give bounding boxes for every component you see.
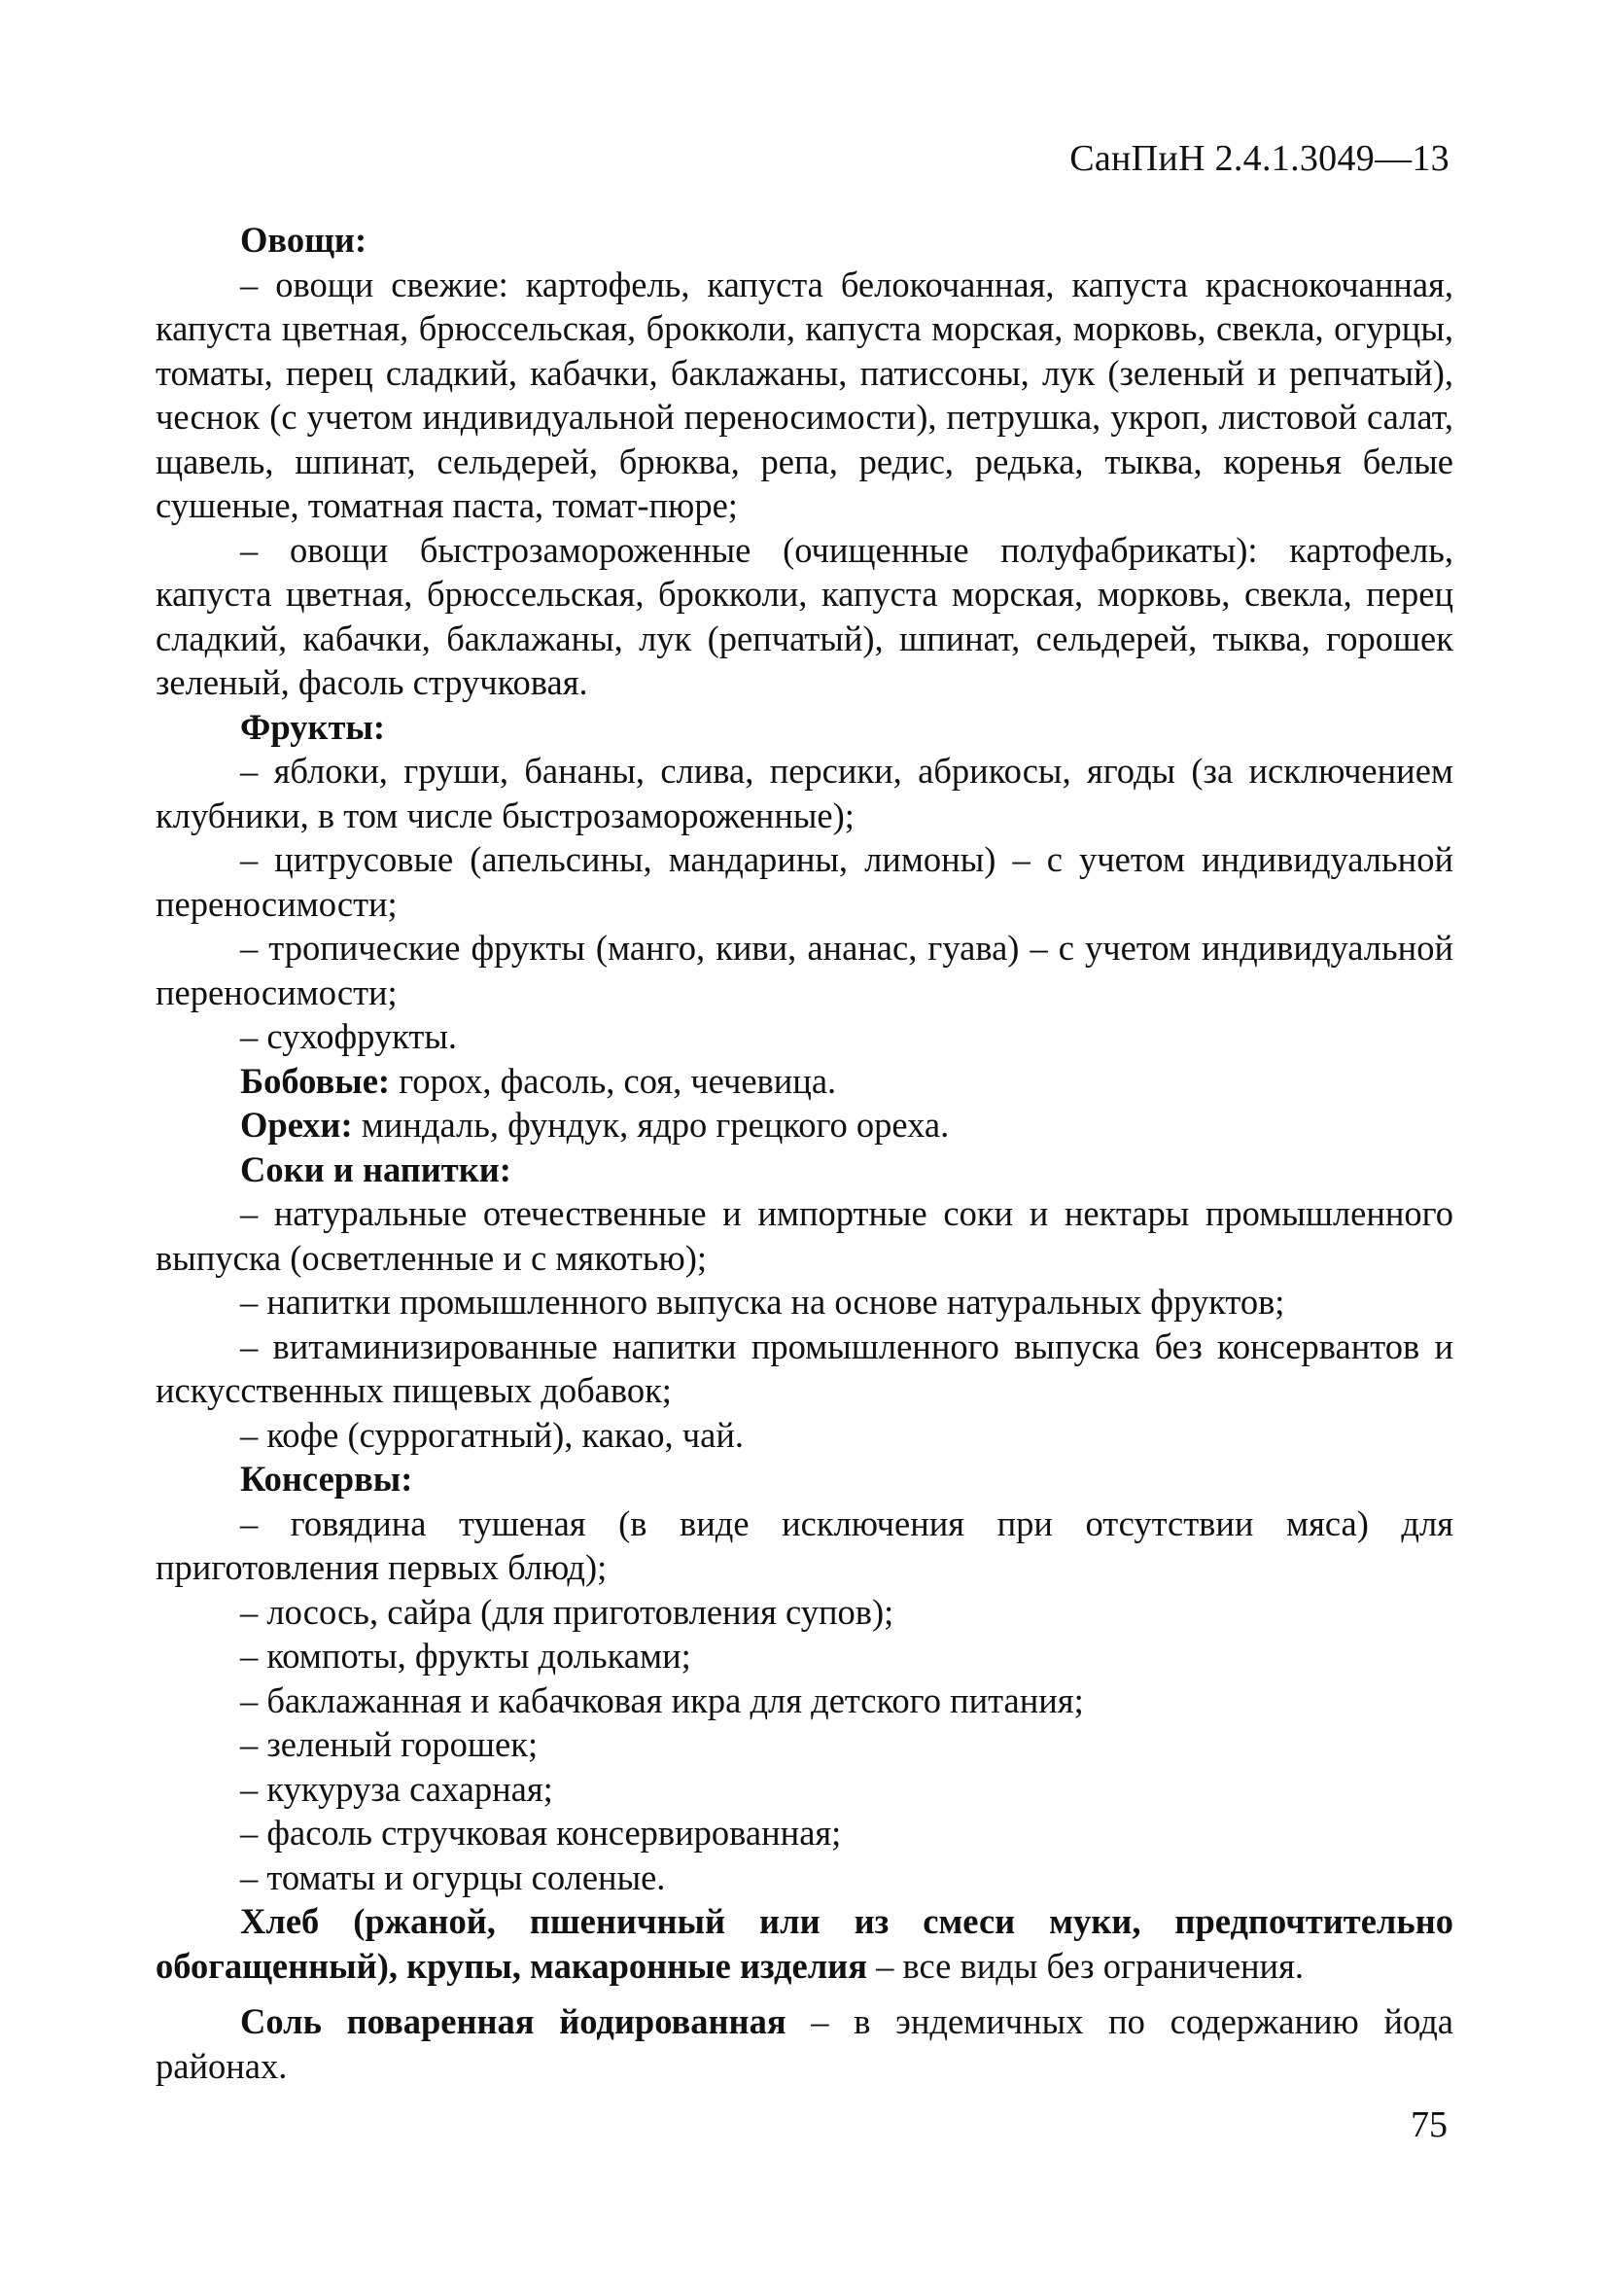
paragraph: – кофе (суррогатный), какао, чай. (240, 1414, 745, 1455)
paragraph-salt (156, 1999, 1453, 2088)
paragraph: – сухофрукты. (240, 1016, 457, 1056)
paragraph: – овощи свежие: картофель, капуста белокочанная, капуста краснокочанная, капуста цветная, брюссельская, брокколи, капуста морская, морковь, свекла, огурцы, томаты, перец сладкий, кабачки, баклажаны, патиссоны, лук (зеленый и репчатый), чеснок (с учетом индивидуальной переносимости), петрушка, укроп, листовой салат, щавель, шпинат, сельдерей, брюква, репа, редис, редька, тыква, коренья белые сушеные, томатная паста, томат-пюре; (156, 264, 1453, 525)
paragraph: – зеленый горошек; (240, 1724, 539, 1764)
paragraph: – лосось, сайра (для приготовления супов); (240, 1591, 894, 1632)
paragraph: – натуральные отечественные и импортные соки и нектары промышленного выпуска (осветленные и с мякотью); (156, 1193, 1453, 1278)
heading-legumes: Бобовые: (240, 1060, 391, 1101)
heading-canned: Консервы: (240, 1459, 413, 1499)
paragraph: – томаты и огурцы соленые. (240, 1856, 666, 1897)
paragraph-legumes (156, 1059, 1453, 1104)
paragraph-bread (156, 1899, 1453, 1988)
paragraph-nuts (156, 1103, 1453, 1148)
paragraph: – фасоль стручковая консервированная; (240, 1813, 842, 1853)
paragraph: – компоты, фрукты дольками; (240, 1636, 691, 1676)
paragraph: – цитрусовые (апельсины, мандарины, лимоны) – с учетом индивидуальной переносимости; (156, 839, 1453, 924)
section-heading-juices (156, 1148, 1453, 1192)
heading-vegetables: Овощи: (240, 220, 367, 260)
page-body (156, 218, 1453, 2088)
section-heading-canned (156, 1457, 1453, 1501)
running-header: СанПиН 2.4.1.3049—13 (1069, 138, 1450, 179)
section-heading-fruits (156, 705, 1453, 750)
paragraph: – витаминизированные напитки промышленного выпуска без консервантов и искусственных пищевых добавок; (156, 1325, 1453, 1410)
heading-salt: Соль поваренная йодированная (240, 2001, 786, 2041)
paragraph: – тропические фрукты (манго, киви, ананас, гуава) – с учетом индивидуальной переносимости; (156, 928, 1453, 1012)
paragraph: – баклажанная и кабачковая икра для детского питания; (240, 1679, 1084, 1720)
paragraph: – говядина тушеная (в виде исключения при отсутствии мяса) для приготовления первых блюд); (156, 1502, 1453, 1587)
section-heading-vegetables (156, 218, 1453, 263)
paragraph: – яблоки, груши, бананы, слива, персики, абрикосы, ягоды (за исключением клубники, в том числе быстрозамороженные); (156, 751, 1453, 835)
heading-nuts: Орехи: (240, 1105, 353, 1145)
heading-juices: Соки и напитки: (240, 1148, 511, 1189)
page-number: 75 (1411, 2104, 1448, 2145)
legumes-text: горох, фасоль, соя, чечевица. (390, 1060, 837, 1101)
heading-bread: Хлеб (ржаной, пшеничный или из смеси муки, предпочтительно обогащенный), крупы, макаронные изделия (156, 1901, 1453, 1986)
paragraph: – кукуруза сахарная; (240, 1768, 553, 1809)
paragraph: – напитки промышленного выпуска на основе натуральных фруктов; (240, 1282, 1285, 1322)
heading-fruits: Фрукты: (240, 706, 386, 747)
bread-text: – все виды без ограничения. (866, 1945, 1305, 1986)
nuts-text: миндаль, фундук, ядро грецкого ореха. (352, 1105, 950, 1145)
salt-text: – в эндемичных по содержанию йода районах. (156, 2001, 1453, 2086)
paragraph: – овощи быстрозамороженные (очищенные полуфабрикаты): картофель, капуста цветная, брюссельская, брокколи, капуста морская, морковь, свекла, перец сладкий, кабачки, баклажаны, лук (репчатый), шпинат, сельдерей, тыква, горошек зеленый, фасоль стручковая. (156, 529, 1453, 702)
